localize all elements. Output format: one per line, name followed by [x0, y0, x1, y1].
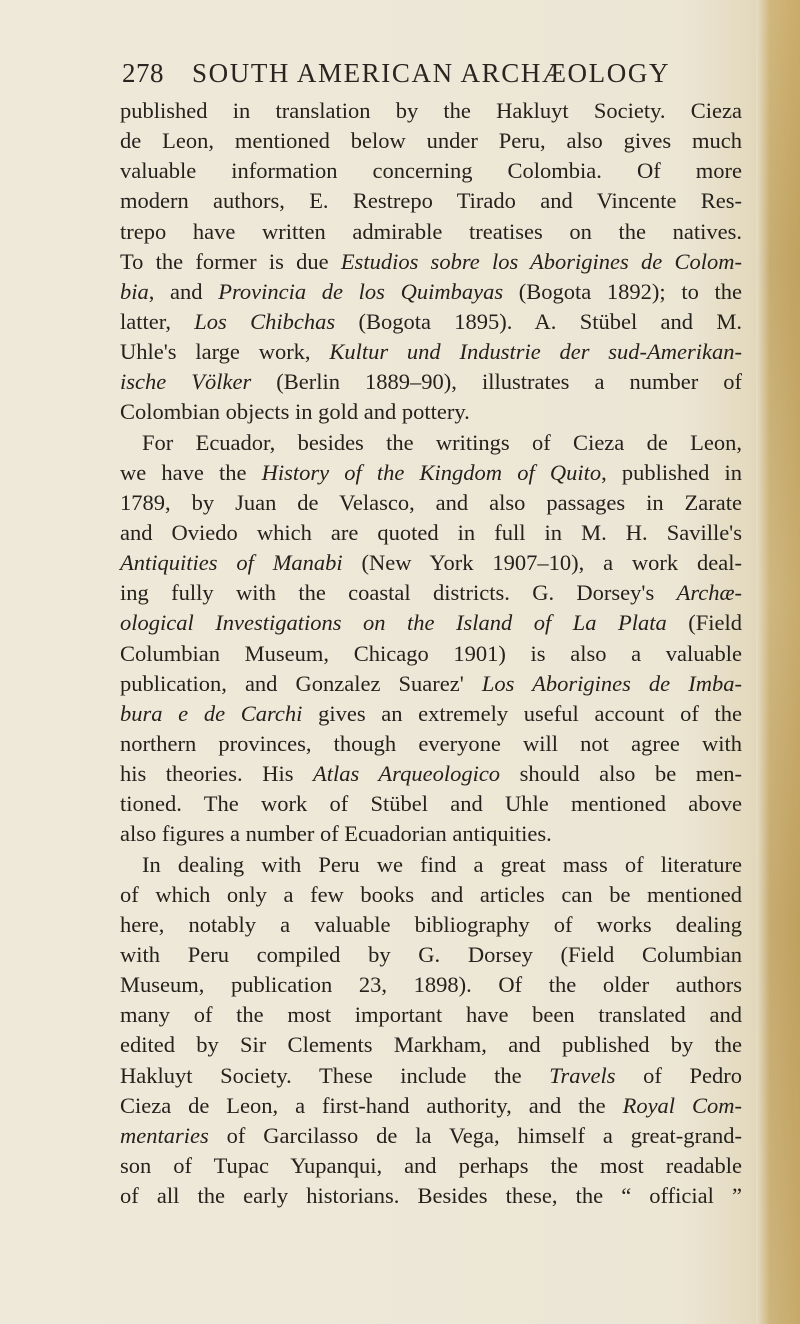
text-run: Cieza de Leon, a first-hand authority, and the	[120, 1092, 623, 1118]
text-line	[120, 880, 742, 910]
text-line	[120, 1061, 742, 1091]
text-run: Museum, publication 23, 1898). Of the older authors	[120, 972, 742, 998]
text-line	[120, 247, 742, 277]
text-line	[120, 1121, 742, 1151]
text-line	[120, 337, 742, 367]
text-run: (New York 1907–10), a work deal-	[342, 550, 742, 576]
italic-title-text: History of the Kingdom of Quito	[261, 459, 602, 485]
text-run: of which only a few books and articles can be mentioned	[120, 881, 742, 907]
text-line	[120, 1181, 742, 1211]
text-run: , published in	[601, 459, 742, 485]
text-line	[120, 96, 742, 126]
text-run: of Pedro	[615, 1062, 742, 1088]
text-run: In dealing with Peru we find a great mass of literature	[142, 851, 742, 877]
text-run: with Peru compiled by G. Dorsey (Field Columbian	[120, 941, 742, 967]
text-line	[120, 1030, 742, 1060]
text-line	[120, 578, 742, 608]
text-line	[120, 699, 742, 729]
page-edge	[756, 0, 800, 1324]
text-line	[120, 126, 742, 156]
text-line	[120, 217, 742, 247]
text-line	[120, 789, 742, 819]
text-run: his theories. His	[120, 761, 314, 787]
text-run: published in translation by the Hakluyt Society. Cieza	[120, 98, 742, 123]
text-line	[120, 940, 742, 970]
page-number: 278	[122, 58, 164, 88]
text-run: northern provinces, though everyone will not agree with	[120, 730, 742, 756]
italic-title-text: bura e de Carchi	[120, 700, 303, 726]
italic-title-text: Los Chibchas	[194, 308, 336, 334]
text-run: (Field	[666, 610, 742, 636]
italic-title-text: Royal Com-	[622, 1092, 742, 1118]
text-run: trepo have written admirable treatises on the natives.	[120, 218, 742, 244]
italic-title-text: Provincia de los Quimbayas	[218, 278, 504, 304]
text-line	[120, 548, 742, 578]
text-line	[120, 970, 742, 1000]
italic-title-text: ische Völker	[120, 369, 252, 395]
text-line	[120, 910, 742, 940]
italic-title-text: bia	[120, 278, 149, 304]
text-run: we have the	[120, 459, 262, 485]
text-run: of Garcilasso de la Vega, himself a great-grand-	[208, 1122, 742, 1148]
text-line	[120, 1091, 742, 1121]
italic-title-text: Antiquities of Manabi	[120, 550, 343, 576]
body-text	[120, 96, 742, 1211]
page-header	[122, 58, 742, 94]
text-line	[120, 186, 742, 216]
text-line	[120, 397, 742, 427]
text-line	[120, 819, 742, 849]
text-run: For Ecuador, besides the writings of Cieza de Leon,	[142, 429, 742, 455]
text-line	[120, 639, 742, 669]
text-run: valuable information concerning Colombia. Of more	[120, 158, 742, 184]
text-line	[120, 850, 742, 880]
text-line	[120, 458, 742, 488]
text-run: (Berlin 1889–90), illustrates a number of	[251, 369, 742, 395]
text-line	[120, 1151, 742, 1181]
text-run: many of the most important have been translated and	[120, 1002, 742, 1028]
italic-title-text: Atlas Arqueologico	[313, 761, 501, 787]
italic-title-text: ological Investigations on the Island of La Plata	[120, 610, 667, 636]
text-line	[120, 759, 742, 789]
text-line	[120, 428, 742, 458]
text-run: Hakluyt Society. These include the	[120, 1062, 550, 1088]
text-line	[120, 488, 742, 518]
text-run: son of Tupac Yupanqui, and perhaps the most readable	[120, 1152, 742, 1178]
text-run: of all the early historians. Besides these, the “ official ”	[120, 1183, 742, 1209]
text-run: should also be men-	[500, 761, 742, 787]
text-run: and Oviedo which are quoted in full in M. H. Saville's	[120, 519, 742, 545]
italic-title-text: Archæ-	[676, 580, 742, 606]
text-run: (Bogota 1892); to the	[503, 278, 742, 304]
text-run: , and	[148, 278, 219, 304]
text-line	[120, 156, 742, 186]
text-line	[120, 367, 742, 397]
text-run: tioned. The work of Stübel and Uhle mentioned above	[120, 791, 742, 817]
running-head: SOUTH AMERICAN ARCHÆOLOGY	[192, 58, 671, 88]
text-run: gives an extremely useful account of the	[302, 700, 742, 726]
text-line	[120, 307, 742, 337]
text-run: 1789, by Juan de Velasco, and also passages in Zarate	[120, 489, 742, 515]
text-run: Uhle's large work,	[120, 339, 330, 365]
text-run: edited by Sir Clements Markham, and published by the	[120, 1032, 742, 1058]
text-line	[120, 669, 742, 699]
italic-title-text: mentaries	[120, 1122, 209, 1148]
text-run: also figures a number of Ecuadorian antiquities.	[120, 821, 552, 847]
text-run: here, notably a valuable bibliography of works dealing	[120, 911, 742, 937]
text-run: latter,	[120, 308, 195, 334]
text-line	[120, 1000, 742, 1030]
text-line	[120, 608, 742, 638]
italic-title-text: Los Aborigines de Imba-	[481, 670, 742, 696]
text-run: ing fully with the coastal districts. G. Dorsey's	[120, 580, 677, 606]
italic-title-text: Estudios sobre los Aborigines de Colom-	[340, 248, 742, 274]
italic-title-text: Travels	[549, 1062, 616, 1088]
text-run: Columbian Museum, Chicago 1901) is also a valuable	[120, 640, 742, 666]
text-run: de Leon, mentioned below under Peru, also gives much	[120, 128, 742, 154]
text-run: To the former is due	[120, 248, 341, 274]
text-run: modern authors, E. Restrepo Tirado and Vincente Res-	[120, 188, 742, 214]
text-line	[120, 277, 742, 307]
text-run: publication, and Gonzalez Suarez'	[120, 670, 482, 696]
text-line	[120, 518, 742, 548]
italic-title-text: Kultur und Industrie der sud-Amerikan-	[329, 339, 742, 365]
text-run: Colombian objects in gold and pottery.	[120, 399, 470, 425]
text-line	[120, 729, 742, 759]
text-run: (Bogota 1895). A. Stübel and M.	[335, 308, 742, 334]
